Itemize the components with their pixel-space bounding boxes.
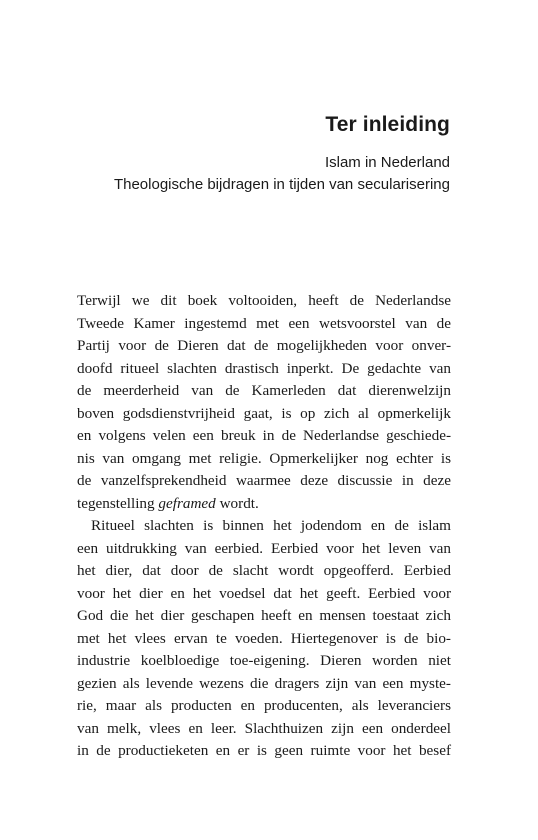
text-line: en volgens velen een breuk in de Nederlandse geschiede-: [77, 427, 451, 444]
text-line-last: [77, 493, 451, 516]
chapter-subtitle-line-1: Islam in Nederland: [324, 154, 450, 171]
paragraph-1: [77, 290, 451, 515]
text-line: doofd ritueel slachten drastisch inperkt. De gedachte van: [77, 359, 451, 377]
text-line: in de productieketen en er is geen ruimte voor het besef: [77, 742, 451, 759]
text-line: Terwijl we dit boek voltooiden, heeft de Nederlandse: [77, 292, 451, 309]
text-line: Tweede Kamer ingestemd met een wetsvoorstel van de: [77, 314, 451, 332]
text-line: met het vlees ervan te voeden. Hiertegenover is de bio-: [77, 629, 451, 647]
text-line: God die het dier geschapen heeft en mensen toestaat zich: [77, 607, 451, 624]
text-line: gezien als levende wezens die dragers zijn van een myste-: [77, 674, 451, 692]
chapter-title: Ter inleiding: [325, 113, 450, 136]
italic-term: geframed: [158, 494, 216, 512]
text-segment: wordt.: [215, 494, 259, 512]
body-text: [77, 290, 451, 763]
text-line: een uitdrukking van eerbied. Eerbied voor het leven van: [77, 539, 451, 557]
chapter-subtitle-line-2: Theologische bijdragen in tijden van secularisering: [113, 176, 450, 193]
text-line: industrie koelbloedige toe-eigening. Dieren worden niet: [77, 652, 451, 669]
text-line: de vanzelfsprekendheid waarmee deze discussie in deze: [77, 472, 451, 489]
paragraph-2: [77, 515, 451, 763]
text-line: rie, maar als producten en producenten, als leveranciers: [77, 697, 451, 714]
text-line: van melk, vlees en leer. Slachthuizen zijn een onderdeel: [77, 719, 451, 737]
text-line: de meerderheid van de Kamerleden dat dierenwelzijn: [77, 382, 451, 399]
text-line: Ritueel slachten is binnen het jodendom en de islam: [91, 517, 451, 534]
text-line: Partij voor de Dieren dat de mogelijkheden voor onver-: [77, 337, 451, 354]
text-line: voor het dier en het voedsel dat het geeft. Eerbied voor: [77, 584, 451, 602]
chapter-heading: [114, 110, 450, 196]
text-segment: tegenstelling: [77, 494, 159, 512]
text-line: nis van omgang met religie. Opmerkelijker nog echter is: [77, 449, 451, 467]
text-line: het dier, dat door de slacht wordt opgeofferd. Eerbied: [77, 562, 451, 579]
text-line: boven godsdienstvrijheid gaat, is op zich al opmerkelijk: [77, 404, 451, 422]
